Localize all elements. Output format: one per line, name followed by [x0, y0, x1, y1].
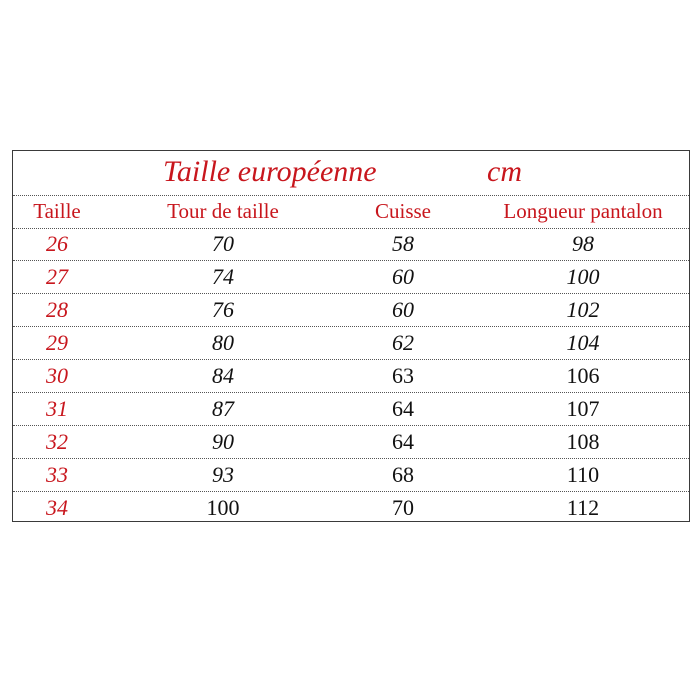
- table-row: [13, 492, 689, 525]
- table-row: [13, 393, 689, 426]
- cell-taille: 29: [46, 330, 68, 355]
- cell-cuisse: 70: [392, 495, 414, 520]
- header-cuisse: Cuisse: [374, 199, 431, 223]
- cell-cuisse: 64: [392, 396, 414, 421]
- cell-tour-de-taille: 90: [212, 429, 234, 454]
- table-row: [13, 327, 689, 360]
- cell-tour-de-taille: 74: [212, 264, 234, 289]
- cell-taille: 27: [46, 264, 68, 289]
- cell-longueur-pantalon: 112: [566, 495, 600, 520]
- cell-longueur-pantalon: 100: [566, 264, 600, 289]
- title-row: [13, 151, 689, 196]
- cell-longueur-pantalon: 102: [566, 297, 600, 322]
- header-longueur-pantalon: Longueur pantalon: [503, 199, 663, 223]
- cell-longueur-pantalon: 107: [566, 396, 600, 421]
- cell-taille: 26: [46, 231, 68, 256]
- cell-taille: 28: [46, 297, 68, 322]
- size-chart-table: [12, 150, 690, 522]
- cell-taille: 32: [46, 429, 68, 454]
- cell-cuisse: 64: [392, 429, 414, 454]
- cell-taille: 33: [46, 462, 68, 487]
- cell-longueur-pantalon: 104: [566, 330, 600, 355]
- cell-longueur-pantalon: 110: [566, 462, 600, 487]
- cell-tour-de-taille: 93: [212, 462, 234, 487]
- unit-label: cm: [487, 155, 522, 188]
- cell-longueur-pantalon: 108: [566, 429, 600, 454]
- cell-taille: 31: [46, 396, 68, 421]
- table-body: [13, 228, 689, 525]
- header-row: [13, 195, 689, 229]
- table-row: [13, 360, 689, 393]
- cell-longueur-pantalon: 98: [572, 231, 594, 256]
- header-tour-de-taille: Tour de taille: [167, 199, 279, 223]
- cell-tour-de-taille: 80: [212, 330, 234, 355]
- header-taille: Taille: [33, 199, 81, 223]
- cell-cuisse: 60: [392, 297, 414, 322]
- cell-tour-de-taille: 84: [212, 363, 234, 388]
- cell-cuisse: 63: [392, 363, 414, 388]
- cell-cuisse: 62: [392, 330, 414, 355]
- cell-tour-de-taille: 70: [212, 231, 234, 256]
- cell-cuisse: 60: [392, 264, 414, 289]
- table-row: [13, 426, 689, 459]
- table-row: [13, 294, 689, 327]
- cell-cuisse: 58: [392, 231, 414, 256]
- cell-longueur-pantalon: 106: [566, 363, 600, 388]
- table-title: Taille européenne: [163, 155, 377, 188]
- table-row: [13, 261, 689, 294]
- cell-taille: 34: [46, 495, 68, 520]
- table-row: [13, 228, 689, 261]
- cell-tour-de-taille: 100: [206, 495, 240, 520]
- cell-tour-de-taille: 87: [212, 396, 234, 421]
- cell-tour-de-taille: 76: [212, 297, 234, 322]
- cell-taille: 30: [46, 363, 68, 388]
- cell-cuisse: 68: [392, 462, 414, 487]
- table-row: [13, 459, 689, 492]
